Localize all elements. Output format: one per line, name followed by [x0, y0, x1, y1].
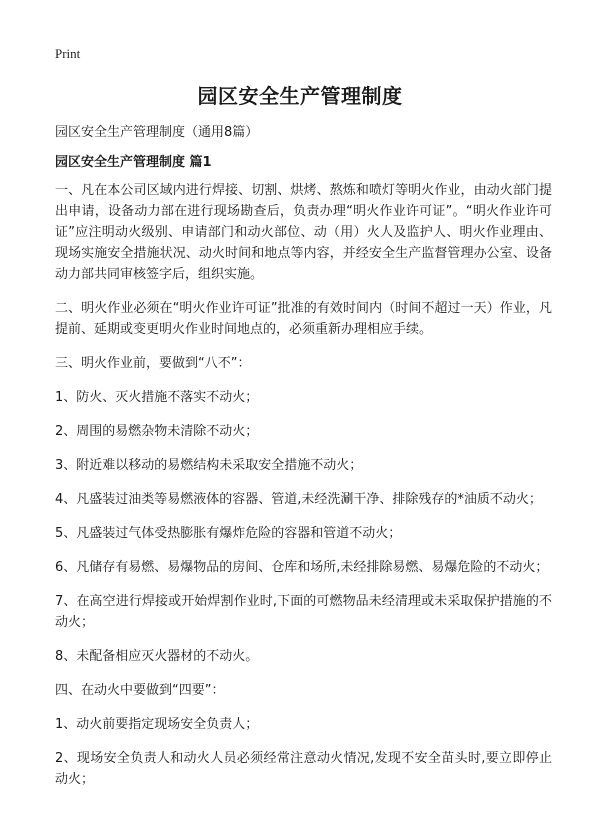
list-item: 4、凡盛装过油类等易燃液体的容器、管道,未经洗涮干净、排除残存的*油质不动火；	[55, 492, 542, 507]
section-heading: 园区安全生产管理制度 篇1	[55, 155, 212, 170]
list-item: 8、未配备相应灭火器材的不动火。	[55, 649, 259, 664]
paragraph: 二、明火作业必须在“明火作业许可证”批准的有效时间内（时间不超过一天）作业，凡提前、延期或变更明火作业时间地点的，必须重新办理相应手续。	[55, 301, 552, 337]
print-link[interactable]: Print	[55, 46, 81, 61]
document-body	[55, 180, 552, 803]
document-subtitle: 园区安全生产管理制度（通用8篇）	[55, 125, 259, 140]
list-item: 1、动火前要指定现场安全负责人；	[55, 717, 259, 732]
paragraph: 一、凡在本公司区域内进行焊接、切割、烘烤、熬炼和喷灯等明火作业，由动火部门提出申请，设备动力部在进行现场勘查后，负责办理“明火作业许可证”。“明火作业许可证”应注明动火级别、申请部门和动火部位、动（用）火人及监护人、明火作业理由、现场实施安全措施状况、动火时间和地点等内容，并经安全生产监督管理办公室、设备动力部共同审核签字后，组织实施。	[55, 183, 552, 282]
list-item: 2、周围的易燃杂物未清除不动火；	[55, 424, 259, 439]
list-item: 1、防火、灭火措施不落实不动火；	[55, 390, 259, 405]
page-title: 园区安全生产管理制度	[197, 84, 403, 108]
list-item: 7、在高空进行焊接或开始焊割作业时,下面的可燃物品未经清理或未采取保护措施的不动火；	[55, 594, 552, 630]
list-item: 5、凡盛装过气体受热膨胀有爆炸危险的容器和管道不动火；	[55, 526, 402, 541]
list-item: 3、附近难以移动的易燃结构未采取安全措施不动火；	[55, 458, 363, 473]
list-item: 6、凡储存有易燃、易爆物品的房间、仓库和场所,未经排除易燃、易爆危险的不动火；	[55, 560, 549, 575]
paragraph: 四、在动火中要做到“四要”：	[55, 683, 225, 698]
paragraph: 三、明火作业前，要做到“八不”：	[55, 356, 251, 371]
list-item: 2、现场安全负责人和动火人员必须经常注意动火情况,发现不安全苗头时,要立即停止动火；	[55, 751, 552, 787]
